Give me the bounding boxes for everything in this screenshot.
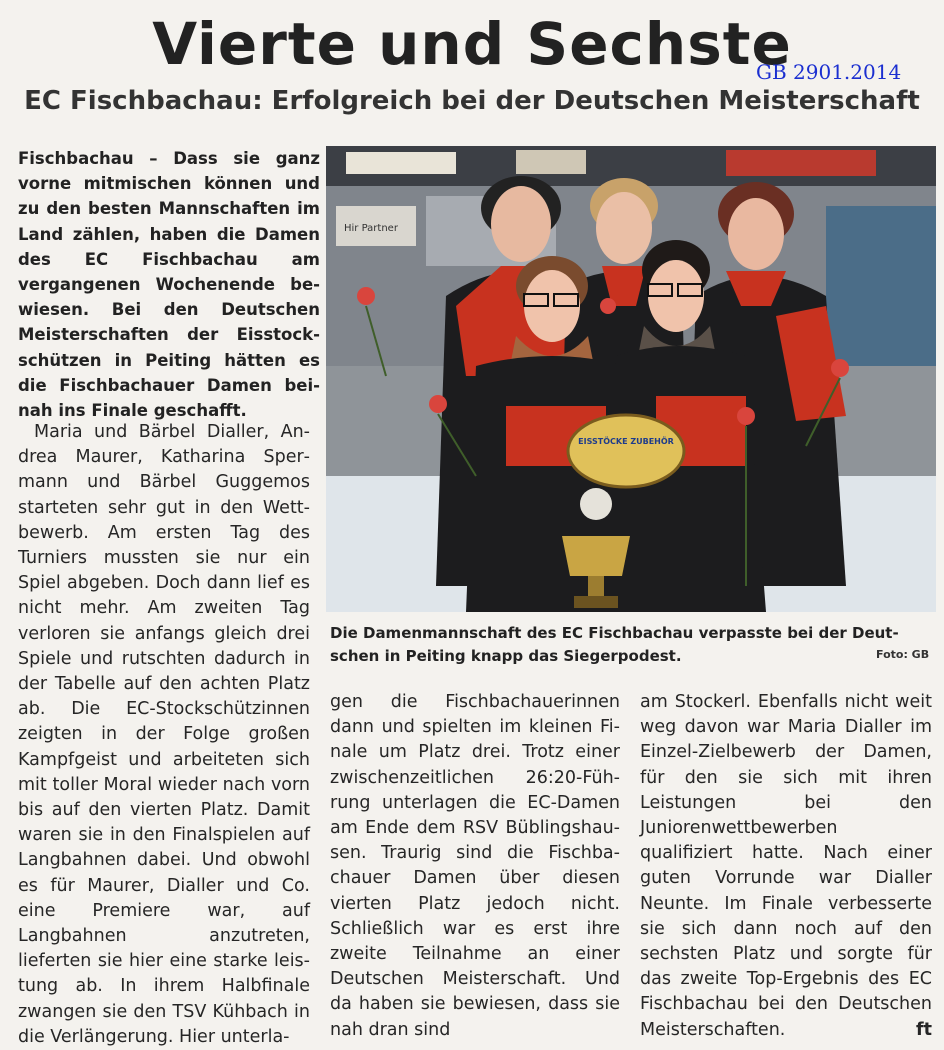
photo-credit: Foto: GB xyxy=(876,648,930,661)
author-signature: ft xyxy=(916,1019,932,1040)
headline: Vierte und Sechste xyxy=(152,10,792,78)
arena-sign-text: Hir Partner xyxy=(344,223,398,234)
lead-paragraph: Fischbachau – Dass sie ganz vorne mitmischen können und zu den besten Mannschaften im Land zählen, haben die Damen des EC Fischbachau am vergangenen Wochenende bewiesen. Bei den Deutschen Meisterschaften der Eisstockschützen in Peiting hätten es die Fischbachauer Damen beinah ins Finale geschafft. xyxy=(18,149,320,421)
plaque-text: EISSTÖCKE ZUBEHÖR xyxy=(578,437,674,446)
subheadline: EC Fischbachau: Erfolgreich bei der Deutschen Meisterschaft xyxy=(24,86,920,116)
body-column-3 xyxy=(640,690,932,1043)
trophy-plaque xyxy=(568,415,684,487)
date-stamp: GB 2901.2014 xyxy=(756,60,902,84)
team-photo xyxy=(326,146,936,612)
body-column-3-text: am Stockerl. Ebenfalls nicht weit weg davon war Maria Dialler im Einzel-Zielbewerb der Damen, für den sie sich mit ihren Leistungen bei den Juniorenwettbewerben qualifiziert hatte. Nach einer guten Vorrunde war Dialler Neunte. Im Finale verbesserte sie sich dann noch auf den sechsten Platz und sorgte für das zweite Top-Ergebnis des EC Fischbachau bei den Deutschen Meisterschaften. xyxy=(640,692,932,1040)
photo-caption: Die Damenmannschaft des EC Fischbachau verpasste bei der Deutschen in Peiting knapp das Siegerpodest. xyxy=(330,624,899,665)
body-column-1: Maria und Bärbel Dialler, Andrea Maurer, Katharina Spermann und Bärbel Guggemos starteten sehr gut in den Wettbewerb. Am ersten Tag des Turniers mussten sie nur ein Spiel abgeben. Doch dann lief es nicht mehr. Am zweiten Tag verloren sie anfangs gleich drei Spiele und rutschten dadurch in der Tabelle auf den achten Platz ab. Die EC-Stockschützinnen zeigten in der Folge großen Kampfgeist und arbeiteten sich mit toller Moral wieder nach vorn bis auf den vierten Platz. Damit waren sie in den Finalspielen auf Langbahnen dabei. Und obwohl es für Maurer, Dialler und Co. eine Premiere war, auf Langbahnen anzutreten, lieferten sie hier eine starke leistung ab. In ihrem Halbfinale zwangen sie den TSV Kühbach in die Verlängerung. Hier unterla- xyxy=(18,422,310,1047)
team-photo-illustration xyxy=(326,146,936,612)
body-column-2: gen die Fischbachauerinnen dann und spielten im kleinen Finale um Platz drei. Trotz einer zwischenzeitlichen 26:20-Führung unterlagen die EC-Damen am Ende dem RSV Büblingshausen. Traurig sind die Fischbachauer Damen über diesen vierten Platz jedoch nicht. Schließlich war es erst ihre zweite Teilnahme an einer Deutschen Meisterschaft. Und da haben sie bewiesen, dass sie nah dran sind xyxy=(330,692,620,1040)
